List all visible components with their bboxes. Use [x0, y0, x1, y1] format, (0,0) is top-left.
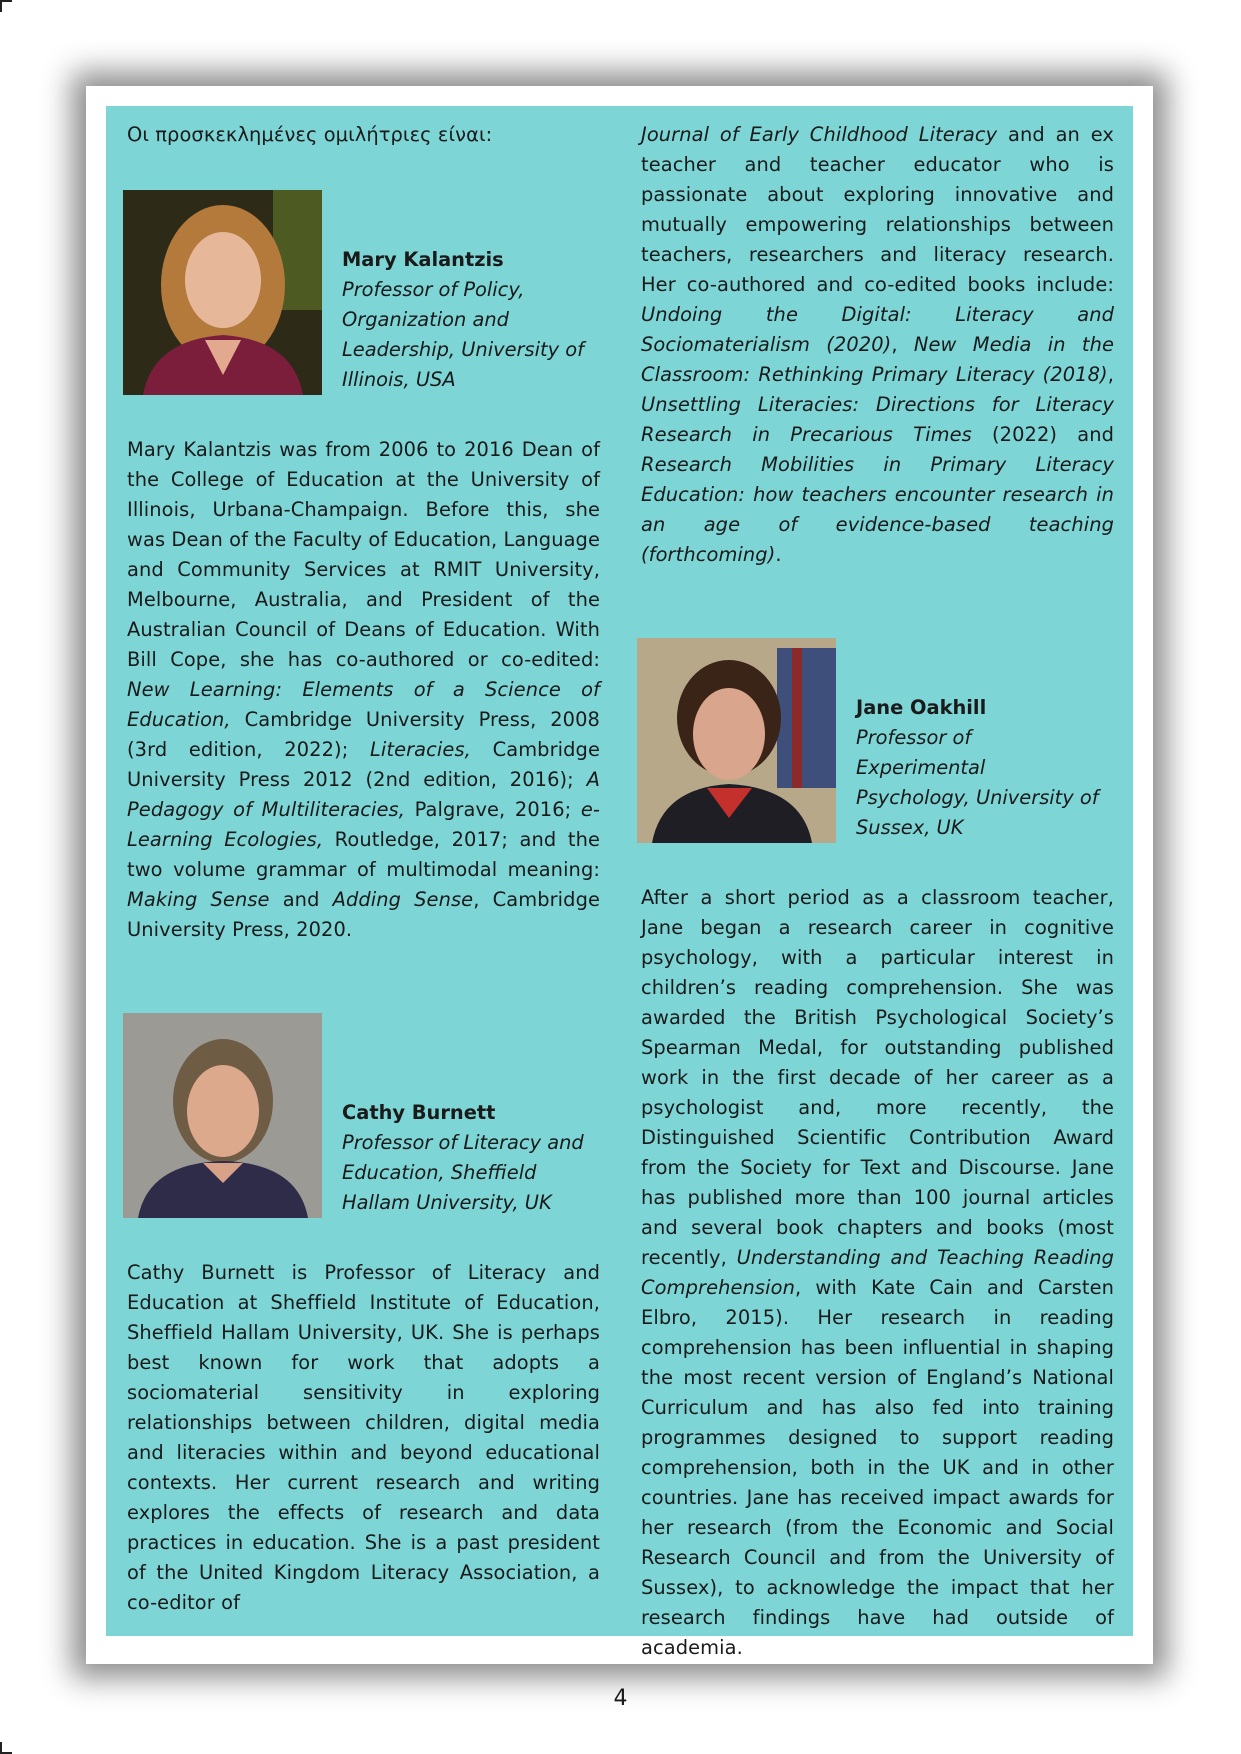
bio-text: Mary Kalantzis was from 2006 to 2016 Dean of the College of Education at the University of Illinois, Urbana-Champaign. Before this, she was Dean of the Faculty of Education, Language and Community Services at RMIT University, Melbourne, Australia, and President of the Australian Council of Deans of Education. With Bill Cope, she has co-authored or co-edited:: [127, 438, 600, 671]
portrait-image: [123, 1013, 322, 1218]
bio-title: Research Mobilities in Primary Literacy Education: how teachers encounter research in an age of evidence-based teaching (forthcoming): [641, 453, 1114, 566]
bio-text: , with Kate Cain and Carsten Elbro, 2015). Her research in reading comprehension has been influential in shaping the most recent version of England’s National Curriculum and has also fed into training programmes designed to support reading comprehension, both in the UK and in other countries. Jane has received impact awards for her research (from the Economic and Social Research Council and from the University of Sussex), to acknowledge the impact that her research findings have had outside of academia.: [641, 1276, 1114, 1659]
speaker-role: Professor of Experimental Psychology, University of Sussex, UK: [856, 726, 1099, 839]
jane-bio: [641, 883, 1114, 1663]
speaker-role: Professor of Policy, Organization and Leadership, University of Illinois, USA: [342, 278, 584, 391]
bio-title: Journal of Early Childhood Literacy: [641, 123, 998, 146]
crop-mark-top-left: [0, 0, 12, 12]
bio-title: Adding Sense: [332, 888, 474, 911]
bio-text: and an ex teacher and teacher educator who is passionate about exploring innovative and mutually empowering relationships between teachers, researchers and literacy research. Her co-authored and co-edited books include:: [641, 123, 1114, 296]
bio-title: Literacies,: [369, 738, 471, 761]
cathy-caption: [342, 1098, 584, 1218]
bio-text: .: [775, 543, 782, 566]
left-column: [127, 120, 600, 1618]
page-number: 4: [613, 1686, 628, 1711]
bio-title: Understanding and Teaching Reading Comprehension: [641, 1246, 1114, 1299]
crop-mark-bottom-left: [0, 1742, 12, 1754]
bio-title: e-Learning Ecologies,: [127, 798, 600, 851]
bio-text: ,: [891, 333, 914, 356]
cathy-bio-part1: [127, 1258, 600, 1618]
speaker-name: Cathy Burnett: [342, 1101, 496, 1124]
bio-text: Palgrave, 2016;: [405, 798, 581, 821]
jane-caption: [856, 693, 1099, 843]
speaker-cathy: [123, 1013, 600, 1218]
mary-caption: [342, 245, 584, 395]
speaker-name: Jane Oakhill: [856, 696, 987, 719]
bio-title: Undoing the Digital: Literacy and Sociomaterialism (2020): [641, 303, 1114, 356]
mary-kalantzis-photo: [123, 190, 322, 395]
cathy-burnett-photo: [123, 1013, 322, 1218]
right-column: [641, 120, 1114, 1663]
bio-text: Cambridge University Press, 2008 (3rd edition, 2022);: [127, 708, 600, 761]
speaker-role: Professor of Literacy and Education, Sheffield Hallam University, UK: [342, 1131, 584, 1214]
bio-title: Making Sense: [127, 888, 270, 911]
bio-text: , Cambridge University Press, 2020.: [127, 888, 601, 941]
bio-title: A Pedagogy of Multiliteracies,: [127, 768, 600, 821]
speaker-mary: [123, 190, 600, 395]
bio-text: Cambridge University Press 2012 (2nd edition, 2016);: [127, 738, 600, 791]
bio-text: After a short period as a classroom teacher, Jane began a research career in cognitive psychology, with a particular interest in children’s reading comprehension. She was awarded the British Psychological Society’s Spearman Medal, for outstanding published work in the first decade of her career as a psychologist and, more recently, the Distinguished Scientific Contribution Award from the Society for Text and Discourse. Jane has published more than 100 journal articles and several book chapters and books (most recently,: [641, 886, 1114, 1269]
portrait-image: [123, 190, 322, 395]
bio-text: and: [269, 888, 333, 911]
bio-text: Routledge, 2017; and the two volume grammar of multimodal meaning:: [127, 828, 600, 881]
bio-text: ,: [1107, 363, 1114, 386]
intro-text: Οι προσκεκλημένες ομιλήτριες είναι:: [127, 123, 493, 146]
bio-title: Unsettling Literacies: Directions for Literacy Research in Precarious Times: [641, 393, 1114, 446]
speaker-jane: [637, 638, 1114, 843]
jane-oakhill-photo: [637, 638, 836, 843]
mary-bio: [127, 435, 600, 945]
speaker-name: Mary Kalantzis: [342, 248, 504, 271]
cathy-bio-part2: [641, 120, 1114, 570]
portrait-image: [637, 638, 836, 843]
bio-title: New Media in the Classroom: Rethinking Primary Literacy (2018): [641, 333, 1114, 386]
bio-text: Cathy Burnett is Professor of Literacy and Education at Sheffield Institute of Education, Sheffield Hallam University, UK. She is perhaps best known for work that adopts a sociomaterial sensitivity in exploring relationships between children, digital media and literacies within and beyond educational contexts. Her current research and writing explores the effects of research and data practices in education. She is a past president of the United Kingdom Literacy Association, a co-editor of: [127, 1261, 600, 1614]
bio-title: New Learning: Elements of a Science of Education,: [127, 678, 600, 731]
bio-text: (2022) and: [971, 423, 1114, 446]
